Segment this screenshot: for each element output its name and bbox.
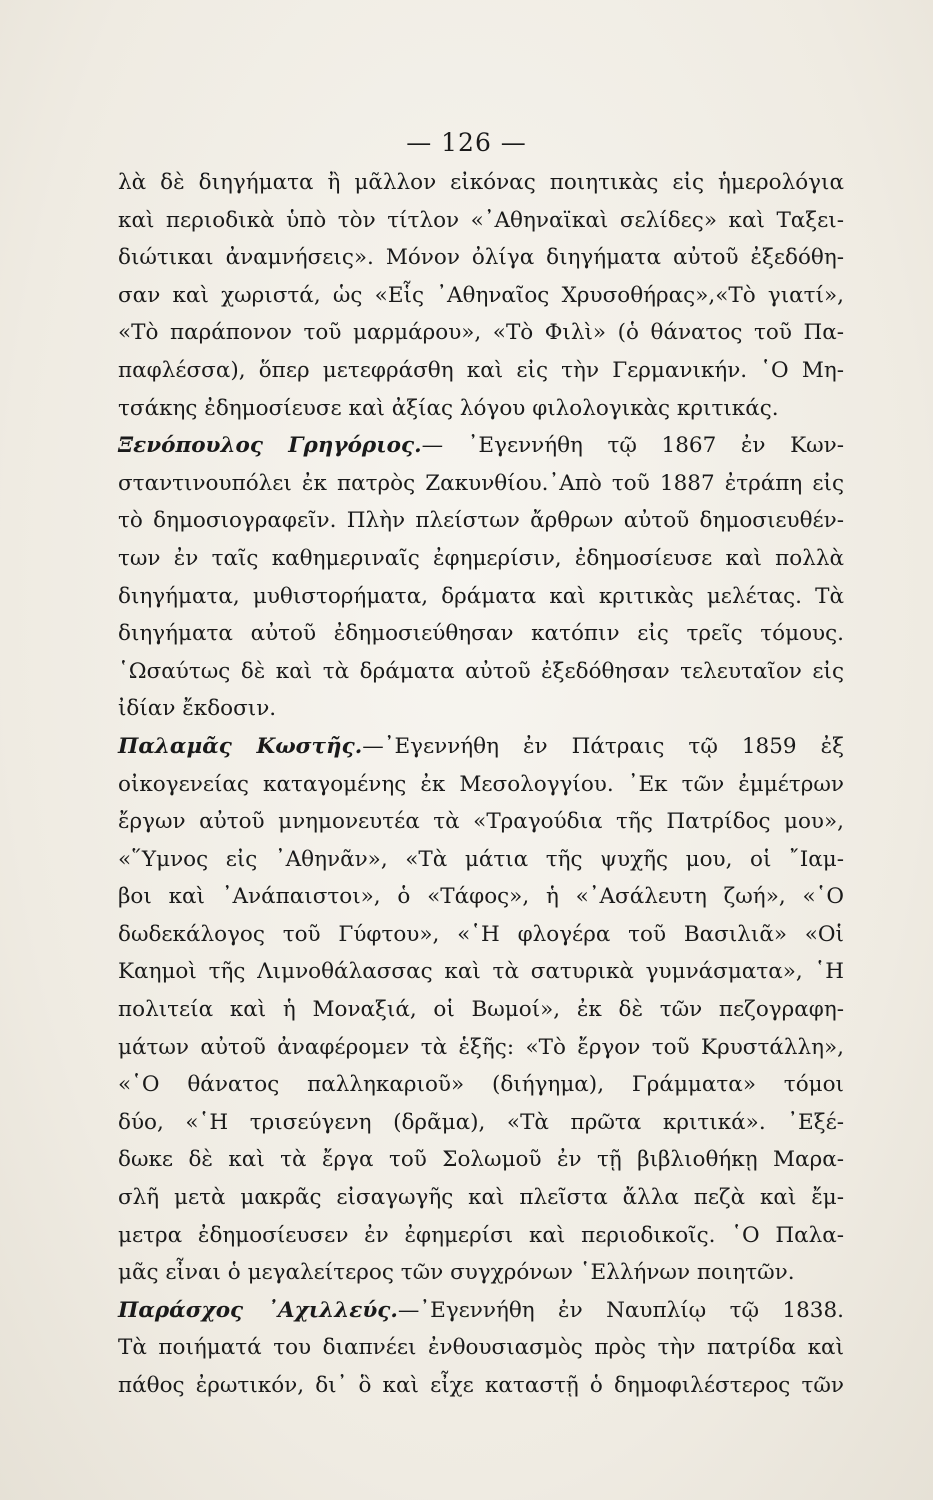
line-text: —᾽Εγεννήθη ἐν Πάτραις τῷ 1859 ἐξ (362, 733, 844, 759)
line-text: σλῆ μετὰ μακρᾶς εἰσαγωγῆς καὶ πλεῖστα ἄλλα πεζὰ καὶ ἔμ- (118, 1185, 844, 1211)
text-line (118, 766, 844, 804)
line-text: πολιτεία καὶ ἡ Μοναξιά, οἱ Βωμοί», ἐκ δὲ τῶν πεζογραφη- (118, 997, 844, 1023)
line-text: διηγήματα, μυθιστορήματα, δράματα καὶ κριτικὰς μελέτας. Τὰ (118, 583, 844, 609)
line-text: δωδεκάλογος τοῦ Γύφτου», «῾Η φλογέρα τοῦ Βασιλιᾶ» «Οἱ (118, 921, 844, 947)
line-text: τσάκης ἐδημοσίευσε καὶ ἀξίας λόγου φιλολογικὰς κριτικάς. (118, 395, 779, 421)
line-text: Καημοὶ τῆς Λιμνοθάλασσας καὶ τὰ σατυρικὰ γυμνάσματα», ῾Η (118, 959, 844, 985)
line-text: τὸ δημοσιογραφεῖν. Πλὴν πλείστων ἄρθρων αὐτοῦ δημοσιευθέν- (118, 508, 844, 534)
line-text: ῾Ωσαύτως δὲ καὶ τὰ δράματα αὐτοῦ ἐξεδόθησαν τελευταῖον εἰς (118, 658, 844, 684)
line-text: καὶ περιοδικὰ ὑπὸ τὸν τίτλον «᾽Αθηναϊκαὶ σελίδες» καὶ Ταξει- (118, 207, 844, 233)
text-line (118, 1104, 844, 1142)
text-line (118, 1292, 844, 1330)
text-line (118, 878, 844, 916)
text-line (118, 953, 844, 991)
text-line (118, 916, 844, 954)
text-line (118, 314, 844, 352)
line-text: — ᾽Εγεννήθη τῷ 1867 ἐν Κων- (421, 433, 844, 459)
line-text: δωκε δὲ καὶ τὰ ἔργα τοῦ Σολωμοῦ ἐν τῇ βιβλιοθήκῃ Μαρα- (118, 1147, 844, 1173)
text-line (118, 1217, 844, 1255)
text-line (118, 653, 844, 691)
line-text: σταντινουπόλει ἐκ πατρὸς Ζακυνθίου.᾽Απὸ τοῦ 1887 ἐτράπη εἰς (118, 470, 844, 496)
line-text: ἰδίαν ἔκδοσιν. (118, 696, 277, 722)
text-line (118, 390, 844, 428)
entry-name: Παράσχος ᾽Αχιλλεύς. (118, 1297, 398, 1323)
line-text: πάθος ἐρωτικόν, δι᾽ ὃ καὶ εἶχε καταστῇ ὁ δημοφιλέστερος τῶν (118, 1373, 844, 1398)
text-line (118, 239, 844, 277)
line-text: «῞Υμνος εἰς ᾽Αθηνᾶν», «Τὰ μάτια τῆς ψυχῆς μου, οἱ ῎Ιαμ- (118, 846, 844, 872)
text-line (118, 1254, 844, 1292)
line-text: «῾Ο θάνατος παλληκαριοῦ» (διήγημα), Γράμματα» τόμοι (118, 1072, 844, 1098)
text-line (118, 202, 844, 240)
text-line (118, 1329, 844, 1367)
line-text: μᾶς εἶναι ὁ μεγαλείτερος τῶν συγχρόνων ῾Ελλήνων ποιητῶν. (118, 1260, 795, 1286)
line-text: διώτικαι ἀναμνήσεις». Μόνον ὀλίγα διηγήματα αὐτοῦ ἐξεδόθη- (118, 245, 844, 271)
text-line (118, 352, 844, 390)
text-line (118, 690, 844, 728)
text-line (118, 502, 844, 540)
text-line (118, 164, 844, 202)
line-text: λὰ δὲ διηγήματα ἢ μᾶλλον εἰκόνας ποιητικὰς εἰς ἡμερολόγια (118, 170, 844, 195)
line-text: βοι καὶ ᾽Ανάπαιστοι», ὁ «Τάφος», ἡ «᾽Ασάλευτη ζωή», «῾Ο (118, 884, 844, 910)
line-text: «Τὸ παράπονον τοῦ μαρμάρου», «Τὸ Φιλὶ» (ὁ θάνατος τοῦ Πα- (118, 320, 844, 346)
line-text: μάτων αὐτοῦ ἀναφέρομεν τὰ ἑξῆς: «Τὸ ἔργον τοῦ Κρυστάλλη», (118, 1034, 844, 1060)
text-line (118, 540, 844, 578)
line-text: των ἐν ταῖς καθημεριναῖς ἐφημερίσιν, ἐδημοσίευσε καὶ πολλὰ (118, 545, 844, 571)
line-text: οἰκογενείας καταγομένης ἐκ Μεσολογγίου. ᾽Εκ τῶν ἐμμέτρων (118, 771, 844, 797)
text-line (118, 578, 844, 616)
body-text (118, 164, 844, 1405)
text-line (118, 991, 844, 1029)
line-text: —᾽Εγεννήθη ἐν Ναυπλίῳ τῷ 1838. (397, 1297, 844, 1323)
line-text: μετρα ἐδημοσίευσεν ἐν ἐφημερίσι καὶ περιοδικοῖς. ῾Ο Παλα- (118, 1222, 844, 1248)
line-text: ἔργων αὐτοῦ μνημονευτέα τὰ «Τραγούδια τῆς Πατρίδος μου», (118, 809, 844, 835)
line-text: δύο, «῾Η τρισεύγενη (δρᾶμα), «Τὰ πρῶτα κριτικά». ᾽Εξέ- (118, 1109, 844, 1135)
text-line (118, 803, 844, 841)
line-text: διηγήματα αὐτοῦ ἐδημοσιεύθησαν κατόπιν εἰς τρεῖς τόμους. (118, 621, 844, 647)
text-line (118, 427, 844, 465)
text-line (118, 1179, 844, 1217)
text-line (118, 277, 844, 315)
entry-name: Ξενόπουλος Γρηγόριος. (118, 433, 422, 459)
text-line (118, 1367, 844, 1405)
text-line (118, 615, 844, 653)
line-text: Τὰ ποιήματά του διαπνέει ἐνθουσιασμὸς πρὸς τὴν πατρίδα καὶ (118, 1335, 844, 1361)
text-line (118, 1029, 844, 1067)
line-text: παφλέσσα), ὅπερ μετεφράσθη καὶ εἰς τὴν Γερμανικήν. ῾Ο Μη- (118, 357, 844, 383)
text-line (118, 728, 844, 766)
text-line (118, 1066, 844, 1104)
text-line (118, 465, 844, 503)
page-number: — 126 — (406, 128, 527, 157)
entry-name: Παλαμᾶς Κωστῆς. (118, 733, 363, 759)
text-line (118, 1141, 844, 1179)
text-line (118, 841, 844, 879)
line-text: σαν καὶ χωριστά, ὡς «Εἷς ᾽Αθηναῖος Χρυσοθήρας»,«Τὸ γιατί», (118, 282, 844, 308)
